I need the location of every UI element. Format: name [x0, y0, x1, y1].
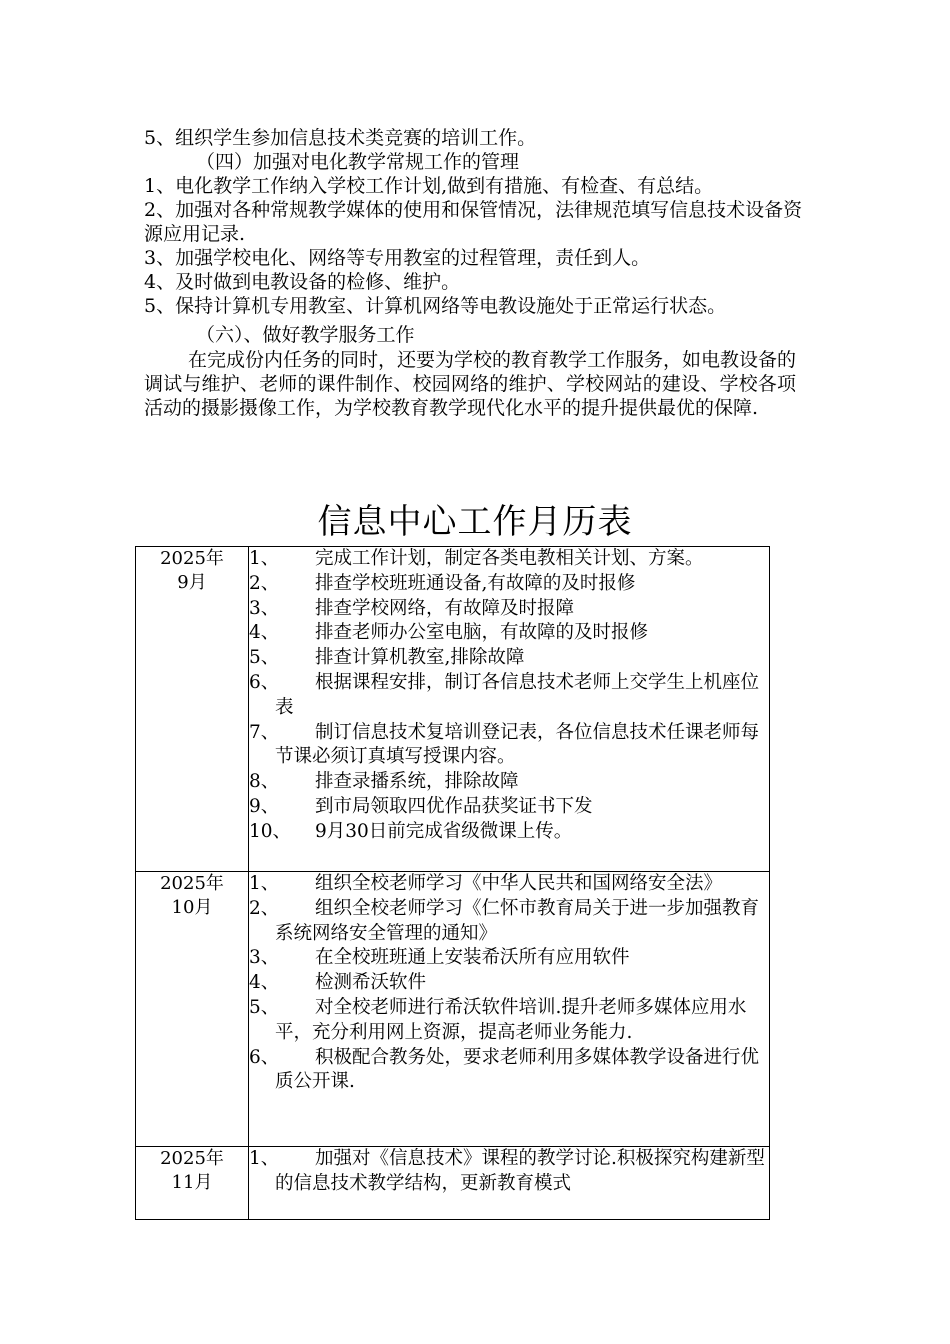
- paragraph: 5、保持计算机专用教室、计算机网络等电教设施处于正常运行状态。: [144, 295, 727, 317]
- task-number: 1、: [249, 548, 280, 569]
- task-number: 7、: [249, 721, 280, 743]
- task-text: 根据课程安排，制订各信息技术老师上交学生上机座位表: [275, 671, 760, 718]
- task-item: [249, 721, 769, 771]
- month-cell: [136, 872, 249, 1147]
- task-number: 6、: [249, 1046, 280, 1068]
- monthly-calendar-table: [135, 546, 770, 1220]
- task-number: 5、: [249, 996, 280, 1018]
- tasks-cell: [249, 1147, 770, 1220]
- paragraph: 4、及时做到电教设备的检修、维护。: [144, 271, 461, 293]
- task-number: 2、: [249, 897, 280, 919]
- task-text: 加强对《信息技术》课程的教学讨论.积极探究构建新型的信息技术教学结构，更新教育模式: [275, 1148, 765, 1194]
- month-row: [136, 547, 770, 872]
- month-cell: [136, 1147, 249, 1220]
- task-number: 1、: [249, 1148, 280, 1169]
- task-text: 排查老师办公室电脑，有故障的及时报修: [315, 622, 649, 644]
- task-item: [249, 795, 769, 820]
- task-text: 9月30日前完成省级微课上传。: [315, 820, 573, 842]
- task-item: [249, 547, 769, 572]
- task-text: 排查录播系统，排除故障: [315, 771, 519, 793]
- task-item: [249, 621, 769, 646]
- task-text: 到市局领取四优作品获奖证书下发: [315, 795, 593, 817]
- month-label: 2025年 11月: [160, 1148, 224, 1193]
- task-number: 9、: [249, 795, 280, 817]
- task-number: 3、: [249, 597, 280, 619]
- paragraph: 1、电化教学工作纳入学校工作计划,做到有措施、有检查、有总结。: [144, 175, 714, 197]
- task-text: 在全校班班通上安装希沃所有应用软件: [315, 947, 630, 969]
- task-item: [249, 572, 769, 597]
- task-item: [249, 872, 769, 897]
- task-text: 排查学校网络，有故障及时报障: [315, 597, 575, 619]
- month-label: 2025年 10月: [160, 873, 224, 918]
- task-number: 2、: [249, 572, 280, 594]
- month-label: 2025年 9月: [160, 548, 224, 593]
- paragraph: 在完成份内任务的同时，还要为学校的教育教学工作服务，如电教设备的调试与维护、老师的课件制作、校园网络的维护、学校网站的建设、学校各项活动的摄影摄像工作，为学校教育教学现代化水平的提升提供最优的保障.: [144, 349, 797, 419]
- task-text: 组织全校老师学习《仁怀市教育局关于进一步加强教育系统网络安全管理的通知》: [275, 897, 760, 944]
- task-number: 10、: [249, 820, 292, 842]
- task-item: [249, 946, 769, 971]
- task-number: 3、: [249, 947, 280, 969]
- task-item: [249, 996, 769, 1046]
- task-item: [249, 897, 769, 947]
- task-number: 5、: [249, 647, 280, 669]
- paragraph: 5、组织学生参加信息技术类竞赛的培训工作。: [144, 127, 537, 149]
- section-heading: （四）加强对电化教学常规工作的管理: [196, 151, 520, 173]
- section-heading: （六）、做好教学服务工作: [196, 324, 415, 346]
- task-text: 对全校老师进行希沃软件培训.提升老师多媒体应用水平，充分利用网上资源，提高老师业务能力.: [275, 996, 747, 1043]
- task-item: [249, 671, 769, 721]
- task-item: [249, 1046, 769, 1096]
- task-item: [249, 1147, 769, 1197]
- task-text: 组织全校老师学习《中华人民共和国网络安全法》: [315, 873, 723, 894]
- task-number: 1、: [249, 873, 280, 894]
- task-text: 排查计算机教室,排除故障: [315, 647, 525, 669]
- task-number: 6、: [249, 671, 280, 693]
- task-item: [249, 597, 769, 622]
- task-item: [249, 971, 769, 996]
- paragraph: 2、加强对各种常规教学媒体的使用和保管情况，法律规范填写信息技术设备资源应用记录.: [144, 199, 803, 245]
- task-text: 完成工作计划，制定各类电教相关计划、方案。: [315, 548, 704, 569]
- task-item: [249, 820, 769, 845]
- tasks-cell: [249, 547, 770, 872]
- tasks-cell: [249, 872, 770, 1147]
- task-item: [249, 646, 769, 671]
- month-cell: [136, 547, 249, 872]
- month-row: [136, 872, 770, 1147]
- task-number: 8、: [249, 771, 280, 793]
- task-item: [249, 770, 769, 795]
- task-number: 4、: [249, 622, 280, 644]
- task-text: 检测希沃软件: [315, 972, 427, 994]
- task-text: 制订信息技术复培训登记表，各位信息技术任课老师每节课必须订真填写授课内容。: [275, 721, 760, 768]
- task-text: 排查学校班班通设备,有故障的及时报修: [315, 572, 636, 594]
- month-row: [136, 1147, 770, 1220]
- task-number: 4、: [249, 972, 280, 994]
- task-text: 积极配合教务处，要求老师利用多媒体教学设备进行优质公开课.: [275, 1046, 760, 1093]
- table-title: 信息中心工作月历表: [317, 502, 633, 542]
- paragraph: 3、加强学校电化、网络等专用教室的过程管理，责任到人。: [144, 247, 651, 269]
